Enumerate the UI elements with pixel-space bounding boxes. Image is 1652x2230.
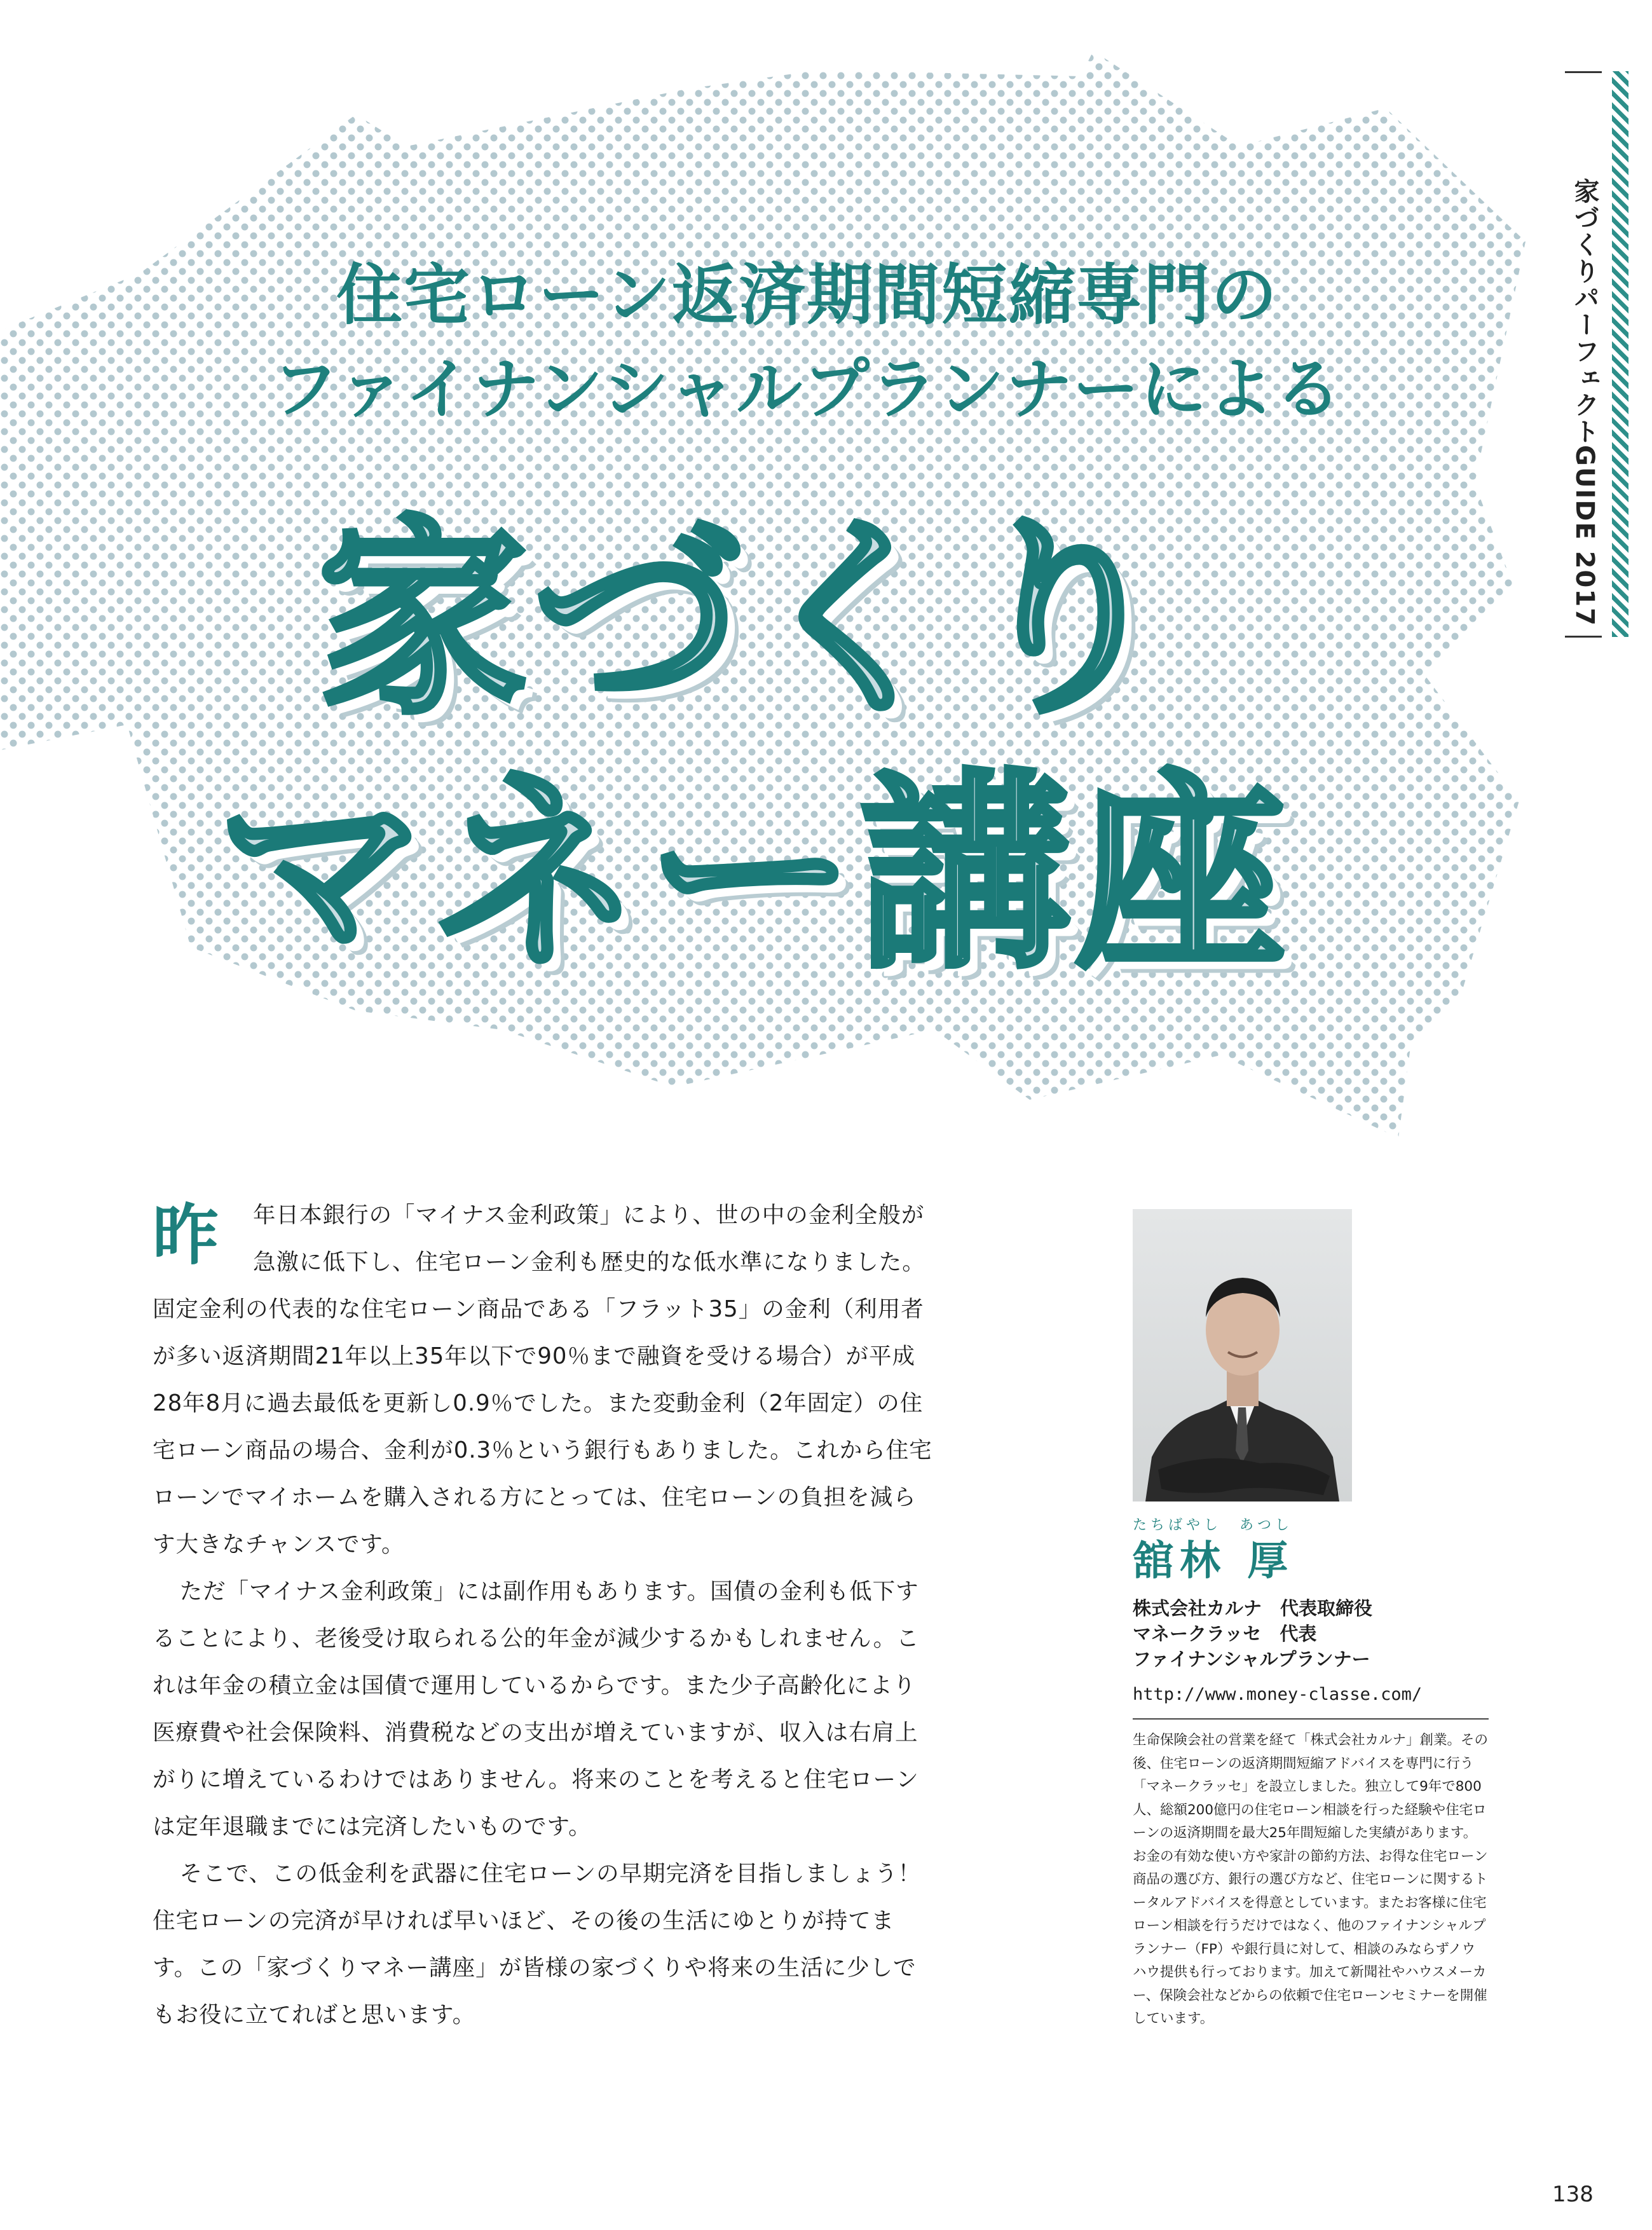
page-number: 138 — [1552, 2182, 1594, 2207]
profile-roles — [1133, 1596, 1372, 1672]
profile-name: 舘林 厚 — [1133, 1538, 1295, 1585]
role-line: マネークラッセ 代表 — [1133, 1623, 1317, 1645]
side-tab-label: 家づくりパーフェクトGUIDE 2017 — [1570, 178, 1599, 627]
article-line: 年日本銀行の「マイナス金利政策」により、世の中の金利全般が — [253, 1202, 925, 1228]
headline-line-1: 住宅ローン返済期間短縮専門の — [336, 256, 1278, 334]
article-paragraph-2: ただ「マイナス金利政策」には副作用もあります。国債の金利も低下することにより、老後受け取られる公的年金が減少するかもしれません。これは年金の積立金は国債で運用しているからです。また少子高齢化により医療費や社会保険料、消費税などの支出が増えていますが、収入は右肩上がりに増えているわけではありません。将来のことを考えると住宅ローンは定年退職までには完済したいものです。 — [153, 1578, 920, 1840]
profile-divider — [1133, 1718, 1489, 1720]
name-reading: たちばやし あつし — [1133, 1517, 1294, 1533]
role-line: 株式会社カルナ 代表取締役 — [1133, 1597, 1373, 1619]
tab-rule-top — [1565, 71, 1602, 73]
tab-rule-bottom — [1565, 636, 1602, 638]
portrait-photo — [1133, 1209, 1352, 1501]
person-icon — [1133, 1209, 1352, 1501]
main-title-line-1: 家づくり — [318, 498, 1177, 742]
article-line: 急激に低下し、住宅ローン金利も歴史的な低水準になりました。 — [253, 1249, 925, 1275]
article-paragraph-1: 固定金利の代表的な住宅ローン商品である「フラット35」の金利（利用者が多い返済期間21年以上35年以下で90％まで融資を受ける場合）が平成28年8月に過去最低を更新し0.9％でした。また変動金利（2年固定）の住宅ローン商品の場合、金利が0.3％という銀行もありました。これから住宅ローンでマイホームを購入される方にとっては、住宅ローンの負担を減らす大きなチャンスです。 — [153, 1296, 932, 1557]
profile-url[interactable]: http://www.money-classe.com/ — [1133, 1685, 1423, 1704]
main-title-line-2: マネー講座 — [216, 752, 1290, 996]
role-line: ファイナンシャルプランナー — [1133, 1648, 1370, 1670]
headline-line-2: ファイナンシャルプランナーによる — [271, 350, 1343, 428]
tab-stripe — [1612, 71, 1628, 637]
article-paragraph-3: そこで、この低金利を武器に住宅ローンの早期完済を目指しましょう！住宅ローンの完済が早ければ早いほど、その後の生活にゆとりが持てます。この「家づくりマネー講座」が皆様の家づくりや将来の生活に少しでもお役に立てればと思います。 — [153, 1861, 922, 2028]
article-body — [153, 1192, 936, 2039]
drop-cap: 昨 — [153, 1196, 220, 1274]
profile-bio: 生命保険会社の営業を経て「株式会社カルナ」創業。その後、住宅ローンの返済期間短縮アドバイスを専門に行う「マネークラッセ」を設立しました。独立して9年で800人、総額200億円の住宅ローン相談を行った経験や住宅ローンの返済期間を最大25年間短縮した実績があります。お金の有効な使い方や家計の節約方法、お得な住宅ローン商品の選び方、銀行の選び方など、住宅ローンに関するトータルアドバイスを得意としています。またお客様に住宅ローン相談を行うだけではなく、他のファイナンシャルプランナー（FP）や銀行員に対して、相談のみならずノウハウ提供も行っております。加えて新聞社やハウスメーカー、保険会社などからの依頼で住宅ローンセミナーを開催しています。 — [1133, 1732, 1489, 2027]
